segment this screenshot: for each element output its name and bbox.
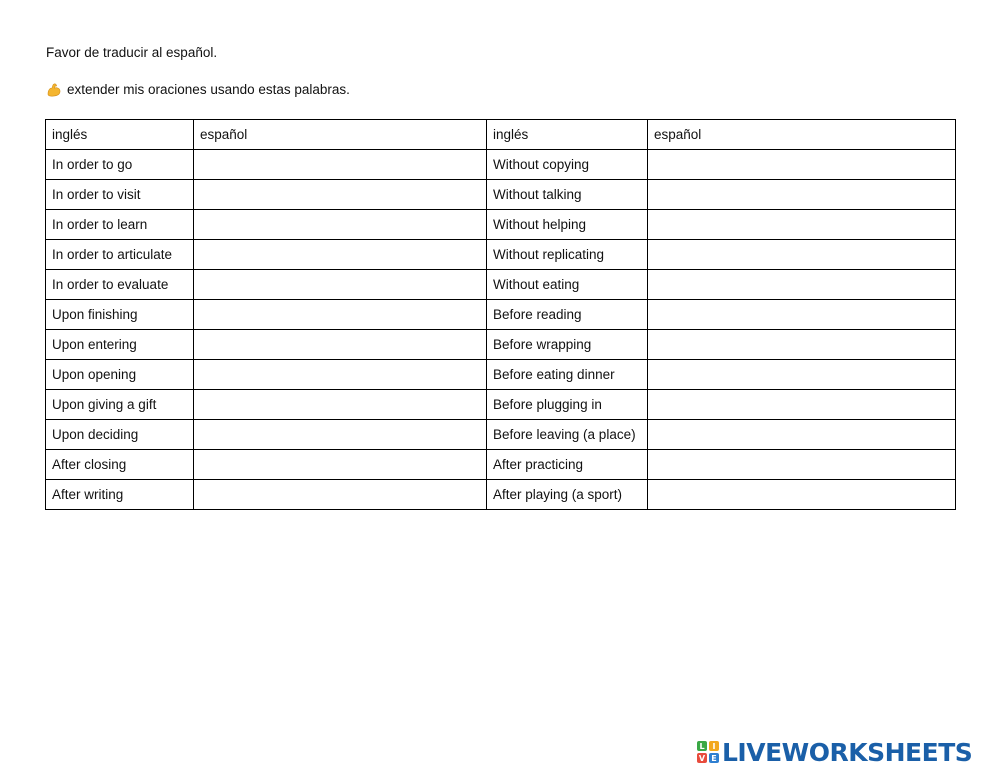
instruction-extend (46, 81, 350, 99)
english-phrase-left: Upon deciding (46, 420, 194, 450)
spanish-answer-left[interactable] (194, 450, 487, 480)
spanish-answer-left[interactable] (194, 180, 487, 210)
english-phrase-right: Before eating dinner (487, 360, 648, 390)
spanish-answer-right[interactable] (648, 480, 956, 510)
english-phrase-left: Upon giving a gift (46, 390, 194, 420)
english-phrase-left: In order to go (46, 150, 194, 180)
english-phrase-right: Before wrapping (487, 330, 648, 360)
spanish-answer-right[interactable] (648, 420, 956, 450)
english-phrase-right: Without talking (487, 180, 648, 210)
logo-block-l: L (697, 741, 707, 751)
english-phrase-right: Before leaving (a place) (487, 420, 648, 450)
logo-block-i: I (709, 741, 719, 751)
table-row (46, 300, 956, 330)
logo-text: LIVEWORKSHEETS (722, 737, 973, 767)
table-row (46, 330, 956, 360)
spanish-answer-left[interactable] (194, 270, 487, 300)
table-row (46, 270, 956, 300)
spanish-answer-right[interactable] (648, 450, 956, 480)
vocabulary-table (45, 119, 956, 510)
english-phrase-right: After playing (a sport) (487, 480, 648, 510)
english-phrase-left: In order to visit (46, 180, 194, 210)
table-row (46, 360, 956, 390)
spanish-answer-right[interactable] (648, 150, 956, 180)
logo-block-v: V (698, 753, 706, 763)
instruction-translate: Favor de traducir al español. (46, 45, 218, 60)
header-ingles-left: inglés (46, 120, 194, 150)
english-phrase-right: Before plugging in (487, 390, 648, 420)
english-phrase-left: After writing (46, 480, 194, 510)
english-phrase-right: After practicing (487, 450, 648, 480)
spanish-answer-left[interactable] (194, 420, 487, 450)
english-phrase-right: Without helping (487, 210, 648, 240)
spanish-answer-right[interactable] (648, 240, 956, 270)
spanish-answer-left[interactable] (194, 240, 487, 270)
english-phrase-left: In order to learn (46, 210, 194, 240)
spanish-answer-left[interactable] (194, 480, 487, 510)
table-header-row (46, 120, 956, 150)
flexed-biceps-icon (46, 82, 62, 98)
spanish-answer-right[interactable] (648, 330, 956, 360)
logo-blocks (697, 741, 719, 763)
spanish-answer-left[interactable] (194, 390, 487, 420)
spanish-answer-left[interactable] (194, 360, 487, 390)
table-row (46, 480, 956, 510)
header-espanol-left: español (194, 120, 487, 150)
spanish-answer-left[interactable] (194, 300, 487, 330)
instruction-extend-text: extender mis oraciones usando estas palabras. (67, 82, 350, 97)
english-phrase-right: Without eating (487, 270, 648, 300)
table-row (46, 240, 956, 270)
spanish-answer-right[interactable] (648, 390, 956, 420)
spanish-answer-right[interactable] (648, 180, 956, 210)
spanish-answer-right[interactable] (648, 210, 956, 240)
english-phrase-left: Upon finishing (46, 300, 194, 330)
table-row (46, 180, 956, 210)
spanish-answer-left[interactable] (194, 150, 487, 180)
liveworksheets-logo (697, 737, 972, 767)
spanish-answer-left[interactable] (194, 330, 487, 360)
english-phrase-left: In order to articulate (46, 240, 194, 270)
header-ingles-right: inglés (487, 120, 648, 150)
spanish-answer-right[interactable] (648, 270, 956, 300)
english-phrase-left: After closing (46, 450, 194, 480)
spanish-answer-right[interactable] (648, 300, 956, 330)
header-espanol-right: español (648, 120, 956, 150)
english-phrase-left: Upon opening (46, 360, 194, 390)
table-row (46, 150, 956, 180)
english-phrase-right: Before reading (487, 300, 648, 330)
table-row (46, 450, 956, 480)
logo-block-e: E (709, 753, 719, 763)
table-row (46, 420, 956, 450)
english-phrase-left: In order to evaluate (46, 270, 194, 300)
spanish-answer-right[interactable] (648, 360, 956, 390)
table-row (46, 210, 956, 240)
table-row (46, 390, 956, 420)
spanish-answer-left[interactable] (194, 210, 487, 240)
english-phrase-right: Without replicating (487, 240, 648, 270)
english-phrase-right: Without copying (487, 150, 648, 180)
english-phrase-left: Upon entering (46, 330, 194, 360)
